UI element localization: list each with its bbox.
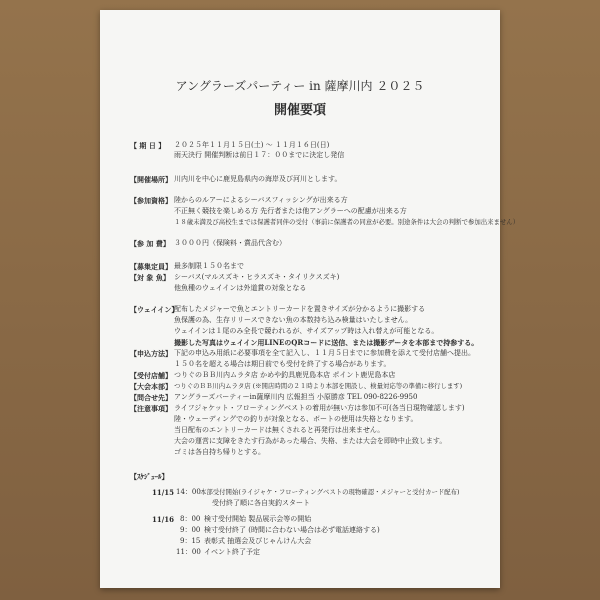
notes-line-1: ライフジャケット・フローティングベストの着用が無い方は参加不可(各当日現物確認します)	[174, 404, 465, 412]
notes-line-2: 陸・ウェーディングでの釣りが対象となる、ボートの使用は失格となります。	[174, 415, 418, 423]
section-label-target-fish: 【対 象 魚】	[130, 273, 170, 282]
date-line-2: 雨天決行 開催判断は前日１７：００までに決定し発信	[174, 151, 345, 159]
section-label-notes: 【注意事項】	[130, 404, 172, 413]
notes-line-3: 当日配布のエントリーカードは無くされると再発行は出来ません。	[174, 426, 385, 434]
schedule-date: 11/16	[152, 515, 175, 524]
weigh-in-line-1: 配布したメジャーで魚とエントリーカードを置きサイズが分かるように撮影する	[174, 305, 426, 313]
section-label-weigh-in: 【ウェイイン】	[130, 305, 179, 314]
section-label-capacity: 【募集定員】	[130, 262, 172, 271]
section-label-hq: 【大会本部】	[130, 382, 172, 391]
notes-line-4: 大会の運営に支障をきたす行為があった場合、失格、または大会を即時中止致します。	[174, 437, 447, 445]
schedule-date: 11/15	[152, 488, 175, 497]
section-label-date: 【 期 日 】	[130, 141, 166, 150]
schedule-text: イベント終了予定	[204, 548, 260, 556]
section-label-contact: 【問合せ先】	[130, 393, 172, 402]
section-label-venue: 【開催場所】	[130, 175, 172, 184]
schedule-label: 【ｽｹｼﾞｭｰﾙ】	[130, 472, 169, 481]
schedule-text: 本部受付開始(ライジャケ・フローティングベストの現物確認・メジャーと受付カード配布)	[200, 488, 460, 496]
weigh-in-line-3: ウェイインは１尾のみ全長で競われるが、サイズアップ時は入れ替えが可能となる。	[174, 327, 439, 335]
venue-line-1: 川内川を中心に鹿児島県内の海岸及び河川とします。	[174, 175, 342, 183]
application-line-2: １５０名を超える場合は期日前でも受付を終了する場合があります。	[174, 360, 391, 368]
section-label-application: 【申込方法】	[130, 349, 172, 358]
eligibility-line-3: １８歳未満及び高校生までは保護者同伴の受付（事前に保護者の同意が必要。別途条件は大会の判断で参加出来ません）	[174, 218, 520, 226]
schedule-time: 14：00	[176, 488, 201, 496]
document-page	[100, 10, 520, 588]
document-title: アングラーズパーティー in 薩摩川内 ２０２５	[175, 79, 425, 93]
notes-line-5: ゴミは各自持ち帰りとする。	[174, 448, 265, 456]
schedule-text: 表彰式 抽選会及びじゃんけん大会	[204, 537, 312, 545]
section-label-stores: 【受付店舗】	[130, 371, 172, 380]
weigh-in-line-2: 魚保護の為、生存リリースできない魚の本数持ち込み検量はいたしません。	[174, 316, 413, 324]
schedule-time: 8：00	[180, 515, 201, 523]
schedule-time: 9：00	[180, 526, 201, 534]
hq-line-1: つりぐのＢＢ川内ムラタ店 (※開店時間の２１時より本部を開設し、検量対応等の準備に移行します)	[174, 382, 463, 390]
stores-line-1: つりぐのＢＢ川内ムラタ店 かめや釣具鹿児島本店 ポイント鹿児島本店	[174, 371, 396, 379]
date-line-1: ２０２５年１１月１５日(土) 〜 １１月１６日(日)	[174, 141, 330, 149]
document-subtitle: 開催要項	[273, 103, 326, 118]
target-fish-line-1: シーバス(マルスズキ・ヒラスズキ・タイリクスズキ)	[174, 273, 340, 281]
contact-line-1: アングラーズパーティーin薩摩川内 広報担当 小原勝彦 TEL 090-8226-9950	[174, 393, 418, 401]
eligibility-line-2: 不正無く競技を楽しめる方 先行者または他アングラーへの配慮が出来る方	[174, 207, 407, 215]
section-label-eligibility: 【参加資格】	[130, 196, 172, 205]
fee-line-1: ３０００円（保険料・賞品代含む）	[174, 239, 286, 247]
schedule-time: 9：15	[180, 537, 201, 545]
application-line-1: 下記の申込み用紙に必要事項を全て記入し、１１月５日までに参加費を添えて受付店舗へ提出。	[174, 349, 475, 357]
section-label-fee: 【参 加 費】	[130, 239, 170, 248]
schedule-text: 受付終了順に各自実釣スタート	[212, 499, 310, 507]
schedule-text: 検寸受付終了 (時間に合わない場合は必ず電話連絡する)	[204, 526, 380, 534]
schedule-time: 11：00	[176, 548, 201, 556]
schedule-text: 検寸受付開始 製品展示会等の開始	[204, 515, 312, 523]
target-fish-line-2: 他魚種のウェイインは外道賞の対象となる	[174, 284, 307, 292]
eligibility-line-1: 陸からのルアーによるシーバスフィッシングが出来る方	[174, 196, 348, 204]
weigh-in-line-4: 撮影した写真はウェイイン用LINEのQRコードに送信、または撮影データを本部まで持参する。	[174, 338, 479, 347]
capacity-line-1: 最多制限１５０名まで	[174, 262, 244, 270]
